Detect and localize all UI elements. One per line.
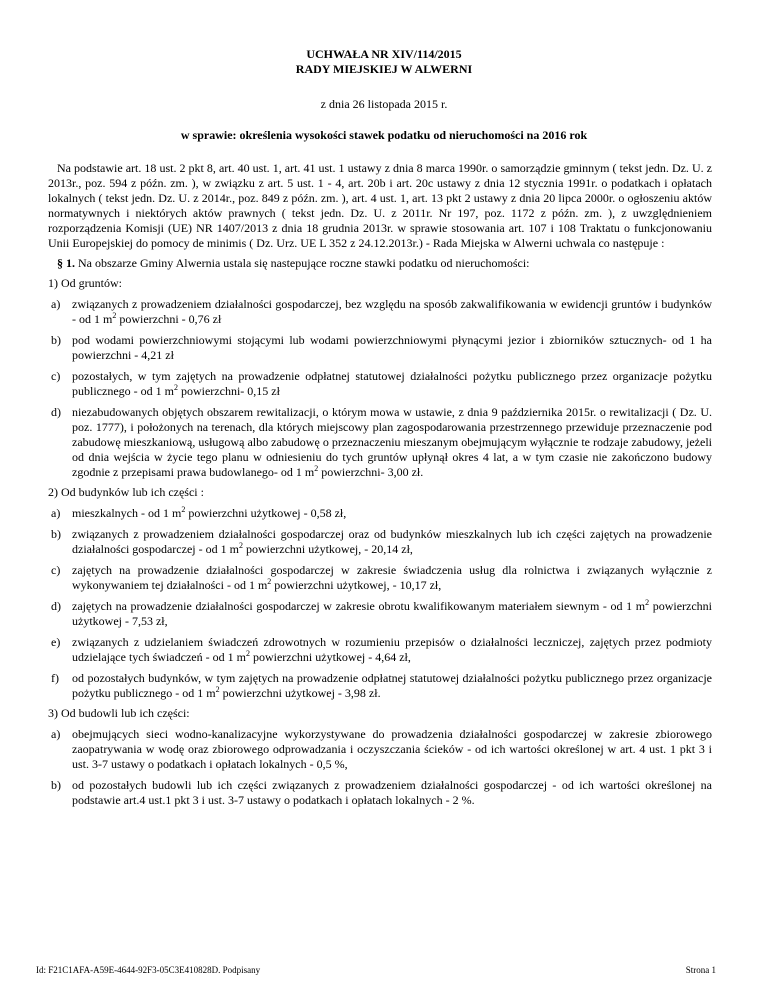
item-label: b) [51, 778, 61, 792]
superscript: 2 [245, 649, 250, 658]
item-text: od pozostałych budowli lub ich części związanych z prowadzeniem działalności gospodarczej - od ich wartości określonej na podstawie art.4 ust.1 pkt 3 i ust. 3-7 ustawy o podatkach i opłatach lokalnych - 2 %. [72, 778, 712, 807]
section-title: 1) Od gruntów: [48, 276, 122, 290]
superscript: 2 [215, 685, 220, 694]
page-number: Strona 1 [685, 965, 716, 975]
item-text: niezabudowanych objętych obszarem rewitalizacji, o którym mowa w ustawie, z dnia 9 października 2015r. o rewitalizacji ( Dz. U. poz. 1777), i położonych na terenach, dla których miejscowy plan zagospodarowania przestrzennego przewiduje przeznaczenie pod zabudowę mieszkaniową, usługową albo zabudowę o przeznaczeniu mieszanym obejmującym wyłącznie te rodzaje zabudowy, jeżeli od dnia wejścia w życie tego planu w odniesieniu do tych gruntów upłynął okres 4 lat, a w tym czasie nie zakończono budowy zgodnie z przepisami prawa budowlanego- od 1 m [72, 405, 712, 479]
item-label: d) [51, 405, 61, 419]
superscript: 2 [173, 383, 178, 392]
paragraph-marker: § 1. [57, 256, 75, 270]
document-body [48, 161, 712, 808]
list-item [48, 405, 712, 480]
item-label: a) [51, 727, 61, 741]
list-item [48, 635, 712, 665]
item-label: c) [51, 563, 61, 577]
list-item [48, 333, 712, 363]
section-title: 2) Od budynków lub ich części : [48, 485, 204, 499]
item-text-end: powierzchni użytkowej, - 20,14 zł, [242, 542, 413, 556]
list-item [48, 727, 712, 772]
legal-basis-paragraph: Na podstawie art. 18 ust. 2 pkt 8, art. 40 ust. 1, art. 41 ust. 1 ustawy z dnia 8 marca 1990r. o samorządzie gminnym ( tekst jedn. Dz. U. z 2013r., poz. 594 z późn. zm. ), w związku z art. 5 ust. 1 - 4, art. 20b i art. 20c ustawy z dnia 12 stycznia 1991r. o podatkach i opłatach lokalnych ( tekst jedn. Dz. U. z 2014r., poz. 849 z późn. zm. ), art. 4 ust. 1, art. 13 pkt 2 ustawy z dnia 20 lipca 2000r. o ogłoszeniu aktów normatywnych i niektórych aktów prawnych ( tekst jedn. Dz. U. z 2011r. Nr 197, poz. 1172 z późn. zm. ), z uwzględnieniem rozporządzenia Komisji (UE) NR 1407/2013 z dnia 18 grudnia 2013r. w sprawie stosowania art. 107 i 108 Traktatu o funkcjonowaniu Unii Europejskiej do pomocy de minimis ( Dz. Urz. UE L 352 z 24.12.2013r.) - Rada Miejska w Alwerni uchwala co następuje : [48, 161, 712, 250]
item-text: zajętych na prowadzenie działalności gospodarczej w zakresie świadczenia usług dla rolnictwa i związanych wyłącznie z wykonywaniem tej działalności - od 1 m [72, 563, 712, 592]
paragraph-1 [48, 256, 712, 271]
paragraph-1-text: Na obszarze Gminy Alwernia ustala się nastepujące roczne stawki podatku od nieruchomości: [75, 256, 530, 270]
superscript: 2 [314, 464, 319, 473]
item-text: obejmujących sieci wodno-kanalizacyjne wykorzystywane do prowadzenia działalności gospodarczej w zakresie zbiorowego zaopatrywania w wodę oraz zbiorowego odprowadzania i oczyszczania ścieków - od ich wartości określonej w art. 4 ust. 1 pkt 3 i ust. 3-7 ustawy o podatkach i opłatach lokalnych - 0,5 %, [72, 727, 712, 771]
superscript: 2 [181, 505, 186, 514]
list-item [48, 297, 712, 327]
superscript: 2 [645, 598, 650, 607]
item-text-end: powierzchni użytkowej - 4,64 zł, [249, 650, 411, 664]
resolution-date: z dnia 26 listopada 2015 r. [320, 97, 448, 111]
item-text: związanych z prowadzeniem działalności gospodarczej oraz od budynków mieszkalnych lub ich części zajętych na prowadzenie działalności gospodarczej - od 1 m [72, 527, 712, 556]
item-text: pozostałych, w tym zajętych na prowadzenie odpłatnej statutowej działalności pożytku publicznego przez organizacje pożytku publicznego - od 1 m [72, 369, 712, 398]
item-text: związanych z prowadzeniem działalności gospodarczej, bez względu na sposób zakwalifikowania w ewidencji gruntów i budynków - od 1 m [72, 297, 712, 326]
list-item [48, 369, 712, 399]
list-item [48, 563, 712, 593]
item-text: związanych z udzielaniem świadczeń zdrowotnych w rozumieniu przepisów o działalności leczniczej, zajętych przez podmioty udzielające tych świadczeń - od 1 m [72, 635, 712, 664]
item-text-end: powierzchni- 0,15 zł [177, 384, 280, 398]
item-text-end: powierzchni użytkowej - 3,98 zł. [219, 686, 381, 700]
item-label: d) [51, 599, 61, 613]
document-id-footer: Id: F21C1AFA-A59E-4644-92F3-05C3E410828D. Podpisany [36, 965, 261, 975]
item-text: pod wodami powierzchniowymi stojącymi lub wodami powierzchniowymi płynącymi jezior i zbiorników sztucznych- od 1 ha powierzchni - 4,21 zł [72, 333, 712, 362]
item-text: od pozostałych budynków, w tym zajętych na prowadzenie odpłatnej statutowej działalności pożytku publicznego przez organizacje pożytku publicznego - od 1 m [72, 671, 712, 700]
item-label: b) [51, 333, 61, 347]
item-label: c) [51, 369, 61, 383]
superscript: 2 [267, 577, 272, 586]
item-text: mieszkalnych - od 1 m [72, 506, 182, 520]
council-name: RADY MIEJSKIEJ W ALWERNI [295, 62, 473, 76]
section-title: 3) Od budowli lub ich części: [48, 706, 190, 720]
list-item [48, 599, 712, 629]
item-label: a) [51, 506, 61, 520]
section-structures [48, 706, 712, 808]
item-text-end: powierzchni - 0,76 zł [116, 312, 222, 326]
item-label: b) [51, 527, 61, 541]
list-item [48, 506, 712, 521]
resolution-header [0, 47, 768, 77]
section-buildings [48, 485, 712, 701]
item-label: e) [51, 635, 61, 649]
list-item [48, 778, 712, 808]
item-label: f) [51, 671, 59, 685]
superscript: 2 [112, 311, 117, 320]
item-text-end: powierzchni- 3,00 zł. [318, 465, 424, 479]
item-text-end: powierzchni użytkowej - 0,58 zł, [185, 506, 347, 520]
superscript: 2 [238, 541, 243, 550]
list-item [48, 527, 712, 557]
resolution-number: UCHWAŁA NR XIV/114/2015 [306, 47, 462, 61]
item-text-end: powierzchni użytkowej - 7,53 zł, [72, 599, 713, 628]
item-text-end: powierzchni użytkowej, - 10,17 zł, [271, 578, 442, 592]
resolution-subject: w sprawie: określenia wysokości stawek podatku od nieruchomości na 2016 rok [180, 128, 588, 142]
item-label: a) [51, 297, 61, 311]
list-item [48, 671, 712, 701]
section-land [48, 276, 712, 480]
item-text: zajętych na prowadzenie działalności gospodarczej w zakresie obrotu kwalifikowanym materiałem siewnym - od 1 m [72, 599, 646, 613]
